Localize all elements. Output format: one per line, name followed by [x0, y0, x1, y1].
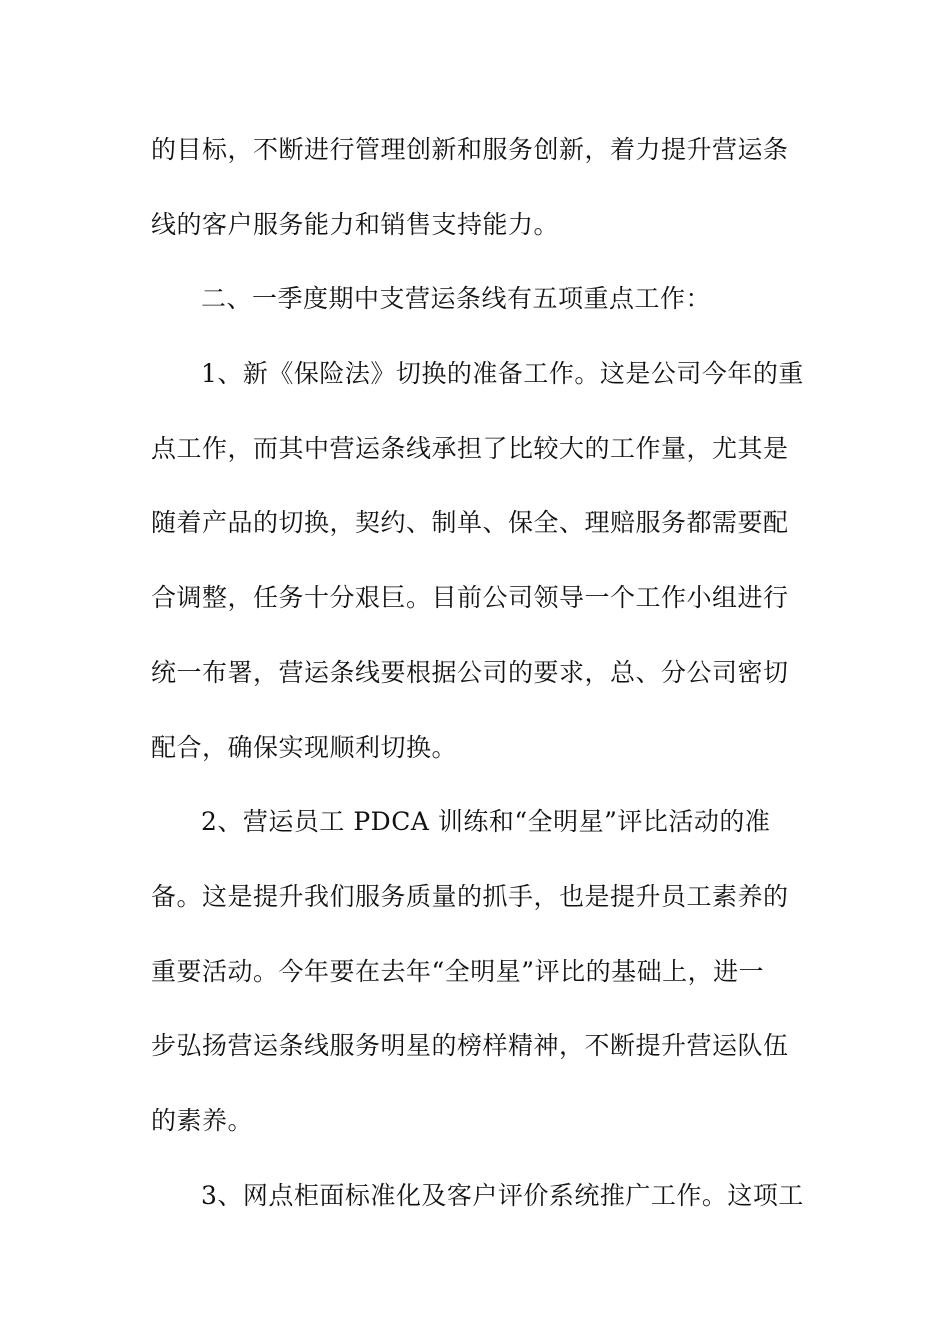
text-line: 1、新《保险法》切换的准备工作。这是公司今年的重: [201, 359, 804, 389]
text-line: 备。这是提升我们服务质量的抓手，也是提升员工素养的: [151, 881, 789, 911]
text-line: 的目标，不断进行管理创新和服务创新，着力提升营运条: [151, 135, 789, 164]
text-line: 3、网点柜面标准化及客户评价系统推广工作。这项工: [201, 1180, 804, 1210]
text-line: 统一布署，营运条线要根据公司的要求，总、分公司密切: [151, 657, 789, 687]
text-line: 步弘扬营运条线服务明星的榜样精神，不断提升营运队伍: [151, 1031, 789, 1061]
text-line: 随着产品的切换，契约、制单、保全、理赔服务都需要配: [151, 508, 789, 538]
text-line: 的素养。: [151, 1105, 254, 1135]
text-line: 合调整，任务十分艰巨。目前公司领导一个工作小组进行: [151, 583, 789, 613]
section-heading: 二、一季度期中支营运条线有五项重点工作：: [201, 284, 712, 314]
text-line: 配合，确保实现顺利切换。: [151, 732, 458, 762]
text-line: 重要活动。今年要在去年“全明星”评比的基础上，进一: [151, 956, 765, 986]
body-text: [151, 125, 811, 1245]
text-line: 线的客户服务能力和销售支持能力。: [151, 209, 560, 239]
text-line: 点工作，而其中营运条线承担了比较大的工作量，尤其是: [151, 433, 789, 463]
text-line: 2、营运员工 PDCA 训练和“全明星”评比活动的准: [201, 807, 771, 837]
